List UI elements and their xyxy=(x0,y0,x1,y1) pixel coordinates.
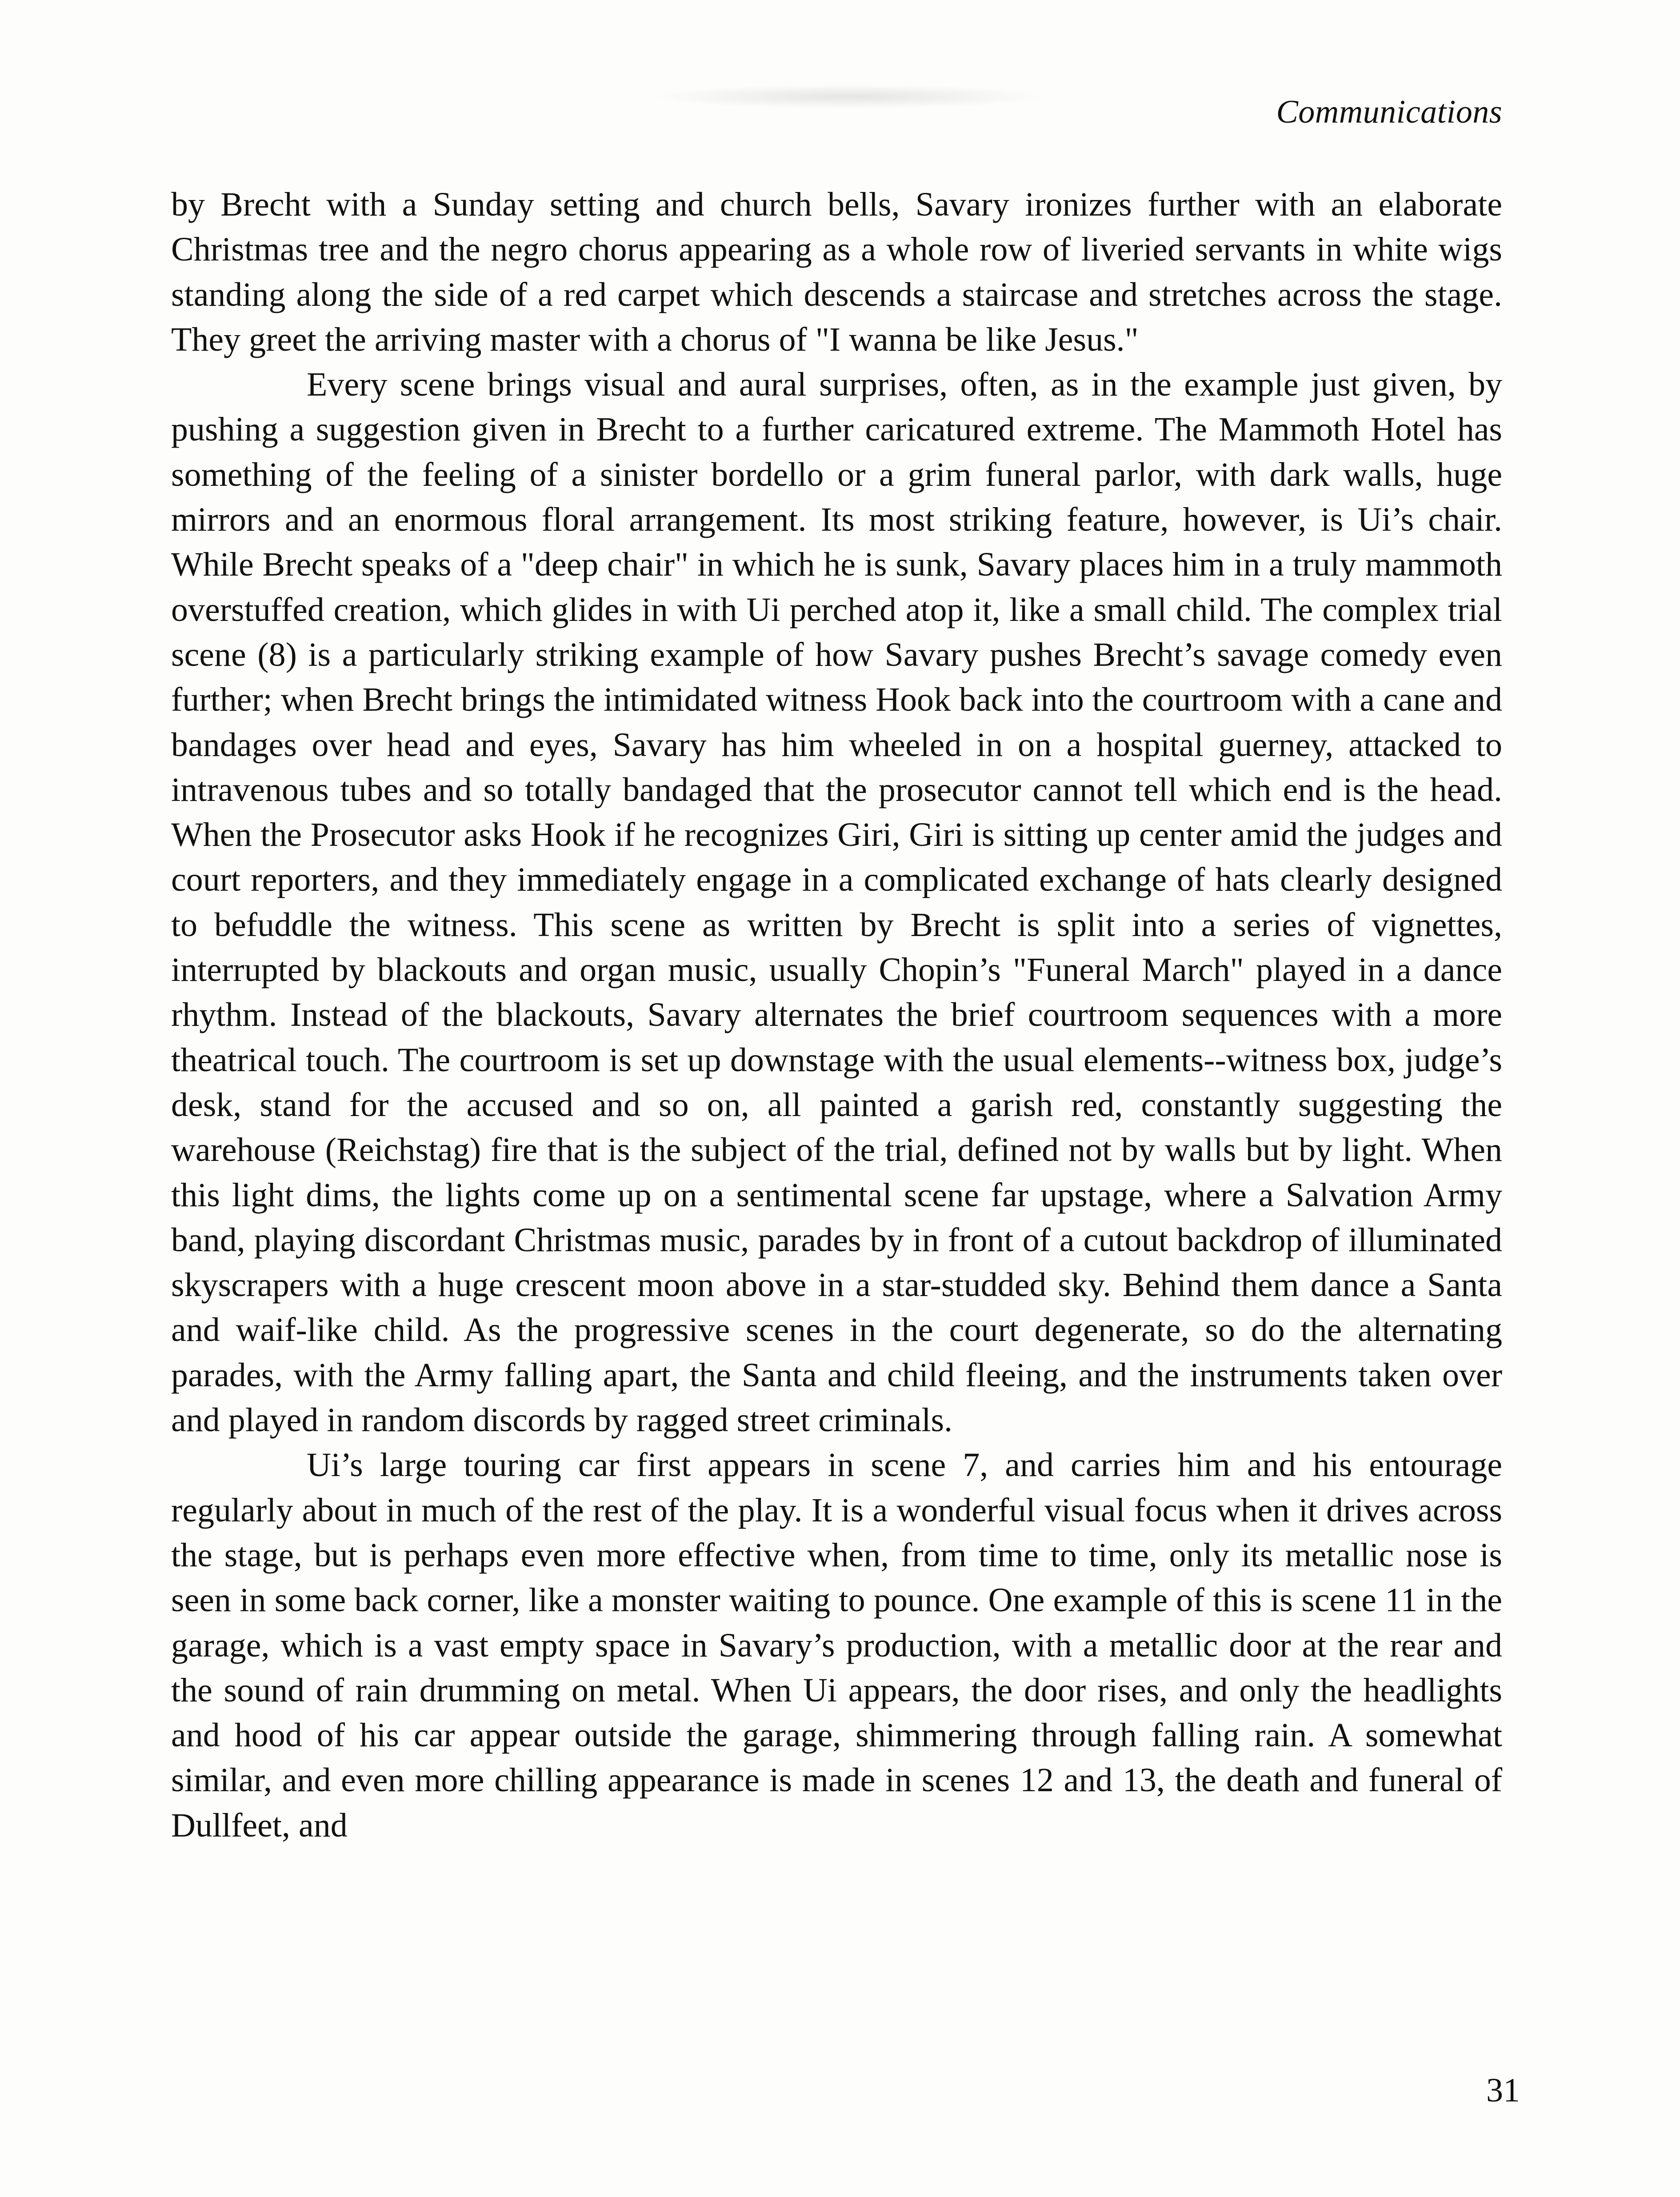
scan-artifact xyxy=(653,84,1044,109)
running-header-title: Communications xyxy=(1276,94,1502,130)
article-body xyxy=(171,182,1502,1848)
paragraph: Ui’s large touring car first appears in scene 7, and carries him and his entourage regularly about in much of the rest of the play. It is a wonderful visual focus when it drives across the stage, but is perhaps even more effective when, from time to time, only its metallic nose is seen in some back corner, like a monster waiting to pounce. One example of this is scene 11 in the garage, which is a vast empty space in Savary’s production, with a metallic door at the rear and the sound of rain drumming on metal. When Ui appears, the door rises, and only the headlights and hood of his car appear outside the garage, shimmering through falling rain. A somewhat similar, and even more chilling appearance is made in scenes 12 and 13, the death and funeral of Dullfeet, and xyxy=(171,1446,1502,1844)
page-number: 31 xyxy=(1486,2072,1520,2109)
paragraph: Every scene brings visual and aural surprises, often, as in the example just given, by pushing a suggestion given in Brecht to a further caricatured extreme. The Mammoth Hotel has something of the feeling of a sinister bordello or a grim funeral parlor, with dark walls, huge mirrors and an enormous floral arrangement. Its most striking feature, however, is Ui’s chair. While Brecht speaks of a "deep chair" in which he is sunk, Savary places him in a truly mammoth overstuffed creation, which glides in with Ui perched atop it, like a small child. The complex trial scene (8) is a particularly striking example of how Savary pushes Brecht’s savage comedy even further; when Brecht brings the intimidated witness Hook back into the courtroom with a cane and bandages over head and eyes, Savary has him wheeled in on a hospital guerney, attacked to intravenous tubes and so totally bandaged that the prosecutor cannot tell which end is the head. When the Prosecutor asks Hook if he recognizes Giri, Giri is sitting up center amid the judges and court reporters, and they immediately engage in a complicated exchange of hats clearly designed to befuddle the witness. This scene as written by Brecht is split into a series of vignettes, interrupted by blackouts and organ music, usually Chopin’s "Funeral March" played in a dance rhythm. Instead of the blackouts, Savary alternates the brief courtroom sequences with a more theatrical touch. The courtroom is set up downstage with the usual elements--witness box, judge’s desk, stand for the accused and so on, all painted a garish red, constantly suggesting the warehouse (Reichstag) fire that is the subject of the trial, defined not by walls but by light. When this light dims, the lights come up on a sentimental scene far upstage, where a Salvation Army band, playing discordant Christmas music, parades by in front of a cutout backdrop of illuminated skyscrapers with a huge crescent moon above in a star-studded sky. Behind them dance a Santa and waif-like child. As the progressive scenes in the court degenerate, so do the alternating parades, with the Army falling apart, the Santa and child fleeing, and the instruments taken over and played in random discords by ragged street criminals. xyxy=(171,366,1502,1439)
paragraph-continued: by Brecht with a Sunday setting and church bells, Savary ironizes further with an elaborate Christmas tree and the negro chorus appearing as a whole row of liveried servants in white wigs standing along the side of a red carpet which descends a staircase and stretches across the stage. They greet the arriving master with a chorus of "I wanna be like Jesus." xyxy=(171,186,1502,358)
